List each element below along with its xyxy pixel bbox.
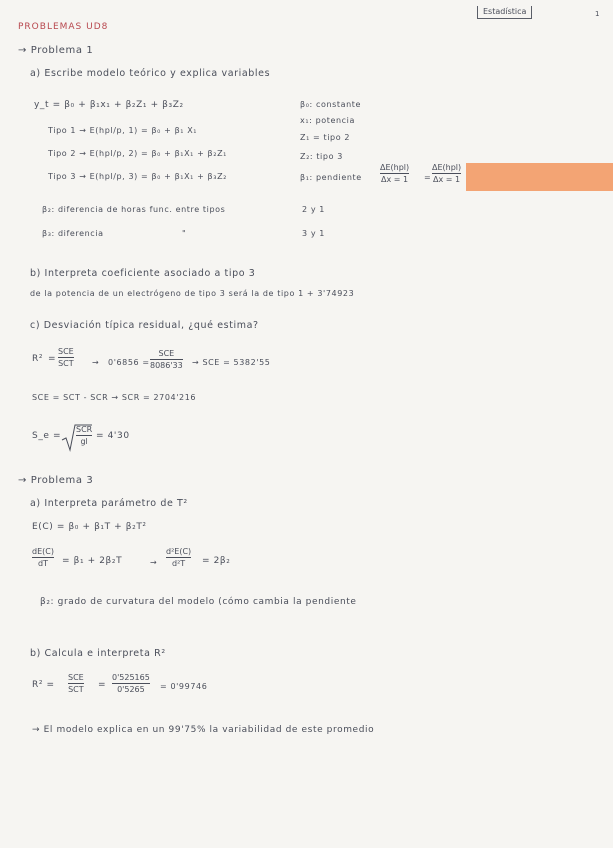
- p1-c-title: c) Desviación típica residual, ¿qué estima?: [30, 320, 259, 331]
- p1-var-tipo3: Z₂: tipo 3: [300, 152, 343, 161]
- p3-a-title: a) Interpreta parámetro de T²: [30, 498, 188, 509]
- p1-var-tipo2: Z₁ = tipo 2: [300, 133, 351, 142]
- p1-pendiente-fraction-1: ΔE(hpl) Δx = 1: [380, 163, 410, 184]
- p3-conclusion: → El modelo explica en un 99'75% la variabilidad de este promedio: [32, 725, 375, 735]
- p1-scr-line: SCE = SCT - SCR → SCR = 2704'216: [32, 393, 197, 402]
- p1-model: y_t = β₀ + β₁x₁ + β₂Z₁ + β₃Z₂: [34, 100, 184, 110]
- p1-r2-value: 0'6856 =: [108, 358, 150, 367]
- p3-r2-result: = 0'99746: [160, 682, 208, 691]
- p1-se-lhs: S_e =: [32, 431, 62, 441]
- p3-derivative-2-result: = 2β₂: [202, 556, 231, 566]
- p3-b-title: b) Calcula e interpreta R²: [30, 648, 166, 659]
- p3-b2-text: β₂: grado de curvatura del modelo (cómo cambia la pendiente: [40, 597, 357, 607]
- p1-heading: → Problema 1: [18, 45, 94, 56]
- p1-tipo2: Tipo 2 → E(hpl/p, 2) = β₀ + β₁X₁ + β₂Z₁: [48, 149, 227, 158]
- p1-r2-lhs: R²: [32, 354, 44, 364]
- p3-r2-fraction: SCE SCT: [68, 673, 84, 694]
- p1-pendiente-label: β₁: pendiente: [300, 173, 362, 182]
- p3-heading: → Problema 3: [18, 475, 94, 486]
- ditto-mark: ": [182, 229, 187, 238]
- p1-b2-value: 2 y 1: [302, 205, 325, 214]
- p1-pendiente-fraction-2: ΔE(hpl) Δx = 1: [432, 163, 462, 184]
- p1-b3-value: 3 y 1: [302, 229, 325, 238]
- notebook-page: Estadística 1 PROBLEMAS UD8 → Problema 1 a) Escribe modelo teórico y explica variables y_t = β₀ + β₁x₁ + β₂Z₁ + β₃Z₂ Tipo 1 → E(hpl/p, 1) = β₀ + β₁ X₁ Tipo 2 → E(hpl/p, 2) = β₀ + β₁X₁ + β₂Z₁ Tipo 3 → E(hpl/p, 3) = β₀ + β₁X₁ + β₃Z₂ β₀: constante x₁: potencia Z₁ = tipo 2 Z₂: tipo 3 β₁: pendiente ΔE(hpl) Δx = 1 = ΔE(hpl) Δx = 1 β₂: diferencia de horas func. entre tipos 2 y 1 β₃: diferencia " 3 y 1 b) Interpreta coeficiente asociado a tipo 3 de la potencia de un electrógeno de tipo 3 será la de tipo 1 + 3'74923 c) Desviación típica residual, ¿qué estima? R² = SCE SCT → 0'6856 = SCE 8086'33 → SCE = 5382'55 SCE = SCT - SCR → SCR = 2704'216 S_e = SCR gl = 4'30 → Problema 3 a) Interpreta parámetro de T² E(C) = β₀ + β₁T + β₂T² dE(C) dT = β₁ + 2β₂T → d²E(C) d²T = 2β₂ β₂: grado de curvatura del modelo (cómo cambia la pendiente b) Calcula e interpreta R² R² = SCE SCT = 0'525165 0'5265 = 0'99746 → El modelo explica en un 99'75% la variabilidad de este promedio: [0, 0, 613, 848]
- p3-model: E(C) = β₀ + β₁T + β₂T²: [32, 522, 147, 532]
- p1-var-constante: β₀: constante: [300, 100, 362, 109]
- p1-b-answer: de la potencia de un electrógeno de tipo 3 será la de tipo 1 + 3'74923: [30, 289, 355, 298]
- p1-b2-text: β₂: diferencia de horas func. entre tipos: [42, 205, 226, 214]
- p1-a-title: a) Escribe modelo teórico y explica variables: [30, 68, 271, 79]
- page-title: PROBLEMAS UD8: [18, 22, 109, 32]
- p1-r2-fraction-2: SCE 8086'33: [150, 349, 183, 370]
- p3-derivative-2: d²E(C) d²T: [166, 547, 192, 568]
- p1-b-title: b) Interpreta coeficiente asociado a tipo 3: [30, 268, 256, 279]
- p1-se-fraction: SCR gl: [76, 425, 93, 446]
- p1-tipo1: Tipo 1 → E(hpl/p, 1) = β₀ + β₁ X₁: [48, 126, 198, 135]
- subject-tab: Estadística: [477, 6, 532, 19]
- p1-tipo3: Tipo 3 → E(hpl/p, 3) = β₀ + β₁X₁ + β₃Z₂: [48, 172, 227, 181]
- p1-sce-result: → SCE = 5382'55: [192, 358, 271, 367]
- p1-r2-fraction: SCE SCT: [58, 347, 74, 368]
- p3-r2-lhs: R² =: [32, 680, 55, 690]
- p3-r2-fraction-2: 0'525165 0'5265: [112, 673, 150, 694]
- p3-derivative-1-result: = β₁ + 2β₂T: [62, 556, 123, 566]
- sticky-note: [466, 163, 613, 191]
- p1-b3-text: β₃: diferencia: [42, 229, 104, 238]
- p1-se-result: = 4'30: [96, 431, 130, 441]
- p3-derivative-1: dE(C) dT: [32, 547, 54, 568]
- p1-var-potencia: x₁: potencia: [300, 116, 356, 125]
- page-number: 1: [595, 10, 600, 18]
